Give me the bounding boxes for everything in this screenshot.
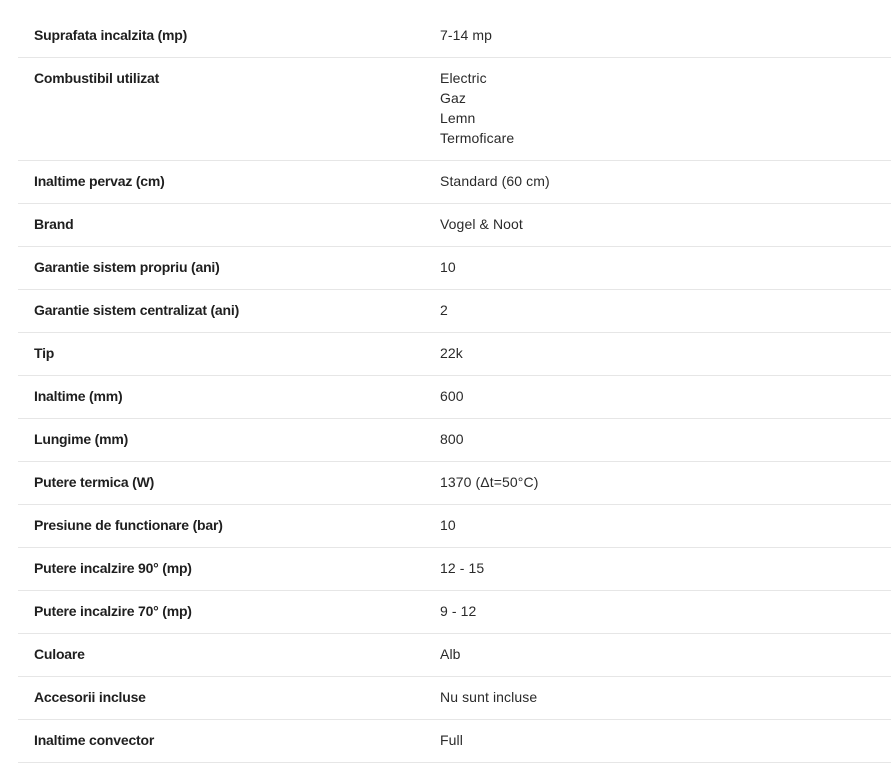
spec-row-inaltime bbox=[18, 376, 891, 419]
spec-label: Inaltime (mm) bbox=[34, 388, 123, 404]
spec-value bbox=[440, 68, 891, 148]
spec-value-line: Termoficare bbox=[440, 130, 515, 146]
spec-row-tip bbox=[18, 333, 891, 376]
spec-value bbox=[440, 429, 891, 449]
spec-value bbox=[440, 558, 891, 578]
spec-value-line: Full bbox=[440, 732, 463, 748]
spec-value-line: Vogel & Noot bbox=[440, 216, 523, 232]
spec-value-line: 10 bbox=[440, 259, 456, 275]
spec-value-line: Alb bbox=[440, 646, 461, 662]
spec-value bbox=[440, 257, 891, 277]
spec-row-putere-termica bbox=[18, 462, 891, 505]
spec-value bbox=[440, 472, 891, 492]
spec-value-line: Electric bbox=[440, 70, 487, 86]
spec-value-line: Lemn bbox=[440, 110, 476, 126]
spec-label: Combustibil utilizat bbox=[34, 70, 160, 86]
spec-value-line: 600 bbox=[440, 388, 464, 404]
spec-row-lungime bbox=[18, 419, 891, 462]
spec-value-line: 12 - 15 bbox=[440, 560, 485, 576]
spec-row-brand bbox=[18, 204, 891, 247]
spec-value-line: 2 bbox=[440, 302, 448, 318]
spec-row-garantie-centralizat bbox=[18, 290, 891, 333]
spec-value-line: 9 - 12 bbox=[440, 603, 477, 619]
spec-label: Garantie sistem propriu (ani) bbox=[34, 259, 220, 275]
spec-row-suprafata bbox=[18, 15, 891, 58]
spec-label: Presiune de functionare (bar) bbox=[34, 517, 223, 533]
spec-label: Accesorii incluse bbox=[34, 689, 146, 705]
spec-label: Inaltime pervaz (cm) bbox=[34, 173, 165, 189]
spec-label: Inaltime convector bbox=[34, 732, 155, 748]
spec-row-inaltime-pervaz bbox=[18, 161, 891, 204]
spec-label: Garantie sistem centralizat (ani) bbox=[34, 302, 240, 318]
spec-value bbox=[440, 214, 891, 234]
spec-value-line: Nu sunt incluse bbox=[440, 689, 538, 705]
spec-row-putere-90 bbox=[18, 548, 891, 591]
spec-value-line: 1370 (Δt=50°C) bbox=[440, 474, 539, 490]
spec-label: Lungime (mm) bbox=[34, 431, 129, 447]
spec-value-line: 7-14 mp bbox=[440, 27, 493, 43]
product-specs-table bbox=[18, 15, 891, 763]
spec-row-presiune bbox=[18, 505, 891, 548]
spec-value bbox=[440, 730, 891, 750]
spec-value bbox=[440, 343, 891, 363]
spec-row-inaltime-convector bbox=[18, 720, 891, 763]
spec-value-line: 22k bbox=[440, 345, 463, 361]
spec-value-line: 10 bbox=[440, 517, 456, 533]
spec-value bbox=[440, 601, 891, 621]
spec-value bbox=[440, 386, 891, 406]
spec-label: Putere incalzire 70° (mp) bbox=[34, 603, 192, 619]
spec-value-line: Gaz bbox=[440, 90, 466, 106]
spec-value bbox=[440, 171, 891, 191]
spec-value bbox=[440, 515, 891, 535]
spec-label: Tip bbox=[34, 345, 55, 361]
spec-label: Culoare bbox=[34, 646, 85, 662]
spec-row-accesorii bbox=[18, 677, 891, 720]
spec-label: Brand bbox=[34, 216, 74, 232]
spec-row-garantie-propriu bbox=[18, 247, 891, 290]
spec-row-culoare bbox=[18, 634, 891, 677]
spec-value-line: Standard (60 cm) bbox=[440, 173, 550, 189]
spec-label: Putere termica (W) bbox=[34, 474, 155, 490]
spec-value bbox=[440, 644, 891, 664]
spec-label: Suprafata incalzita (mp) bbox=[34, 27, 188, 43]
spec-label: Putere incalzire 90° (mp) bbox=[34, 560, 192, 576]
spec-row-combustibil bbox=[18, 58, 891, 161]
spec-row-putere-70 bbox=[18, 591, 891, 634]
spec-value bbox=[440, 25, 891, 45]
spec-value-line: 800 bbox=[440, 431, 464, 447]
spec-value bbox=[440, 687, 891, 707]
spec-value bbox=[440, 300, 891, 320]
